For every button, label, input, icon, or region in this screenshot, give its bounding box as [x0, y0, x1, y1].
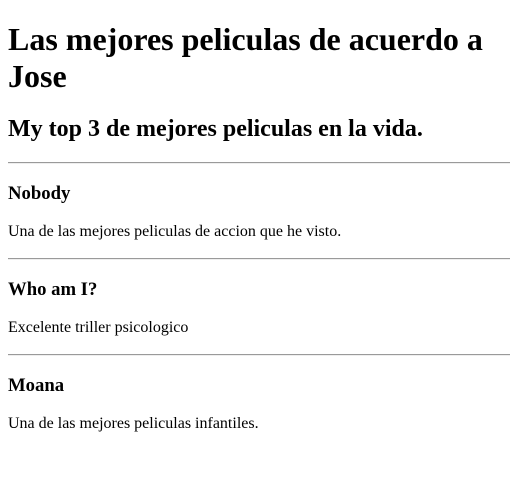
page-subtitle: My top 3 de mejores peliculas en la vida.: [8, 116, 423, 142]
movie-item-who-am-i: [8, 260, 510, 354]
page-title: Las mejores peliculas de acuerdo a Jose: [8, 21, 483, 94]
movie-item-nobody: [8, 164, 510, 258]
movie-description: Una de las mejores peliculas infantiles.: [8, 415, 259, 432]
movie-description: Una de las mejores peliculas de accion que he visto.: [8, 223, 342, 240]
movie-description: Excelente triller psicologico: [8, 319, 189, 336]
movie-title: Who am I?: [8, 279, 98, 300]
movie-title: Nobody: [8, 183, 71, 204]
movie-title: Moana: [8, 375, 65, 396]
movie-item-moana: [8, 356, 510, 450]
